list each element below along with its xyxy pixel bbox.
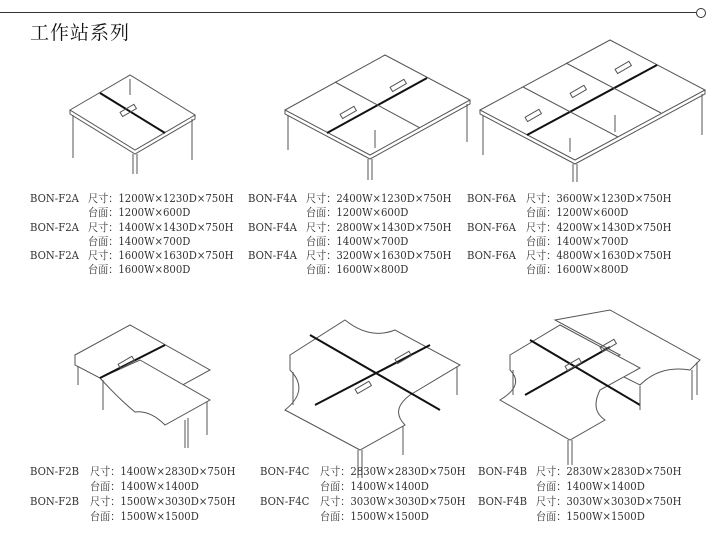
model-label: BON-F4A — [248, 192, 297, 205]
top-spec: 台面：1500W×1500D — [90, 510, 199, 523]
size-spec: 尺寸：1500W×3030D×750H — [90, 495, 236, 508]
top-spec: 台面：1400W×700D — [306, 235, 409, 248]
top-spec: 台面：1400W×700D — [88, 235, 191, 248]
model-label: BON-F4B — [478, 495, 528, 508]
top-spec: 台面：1400W×700D — [526, 235, 629, 248]
model-label: BON-F2A — [30, 192, 79, 205]
model-label: BON-F4A — [248, 221, 297, 234]
size-spec: 尺寸：1400W×2830D×750H — [90, 465, 236, 478]
desk-f6a-illustration — [480, 40, 705, 182]
desk-f4c-illustration — [285, 320, 460, 478]
size-spec: 尺寸：1400W×1430D×750H — [88, 221, 234, 234]
model-label: BON-F6A — [467, 192, 516, 205]
top-spec: 台面：1500W×1500D — [536, 510, 645, 523]
top-spec: 台面：1600W×800D — [306, 263, 409, 276]
size-spec: 尺寸：2800W×1430D×750H — [306, 221, 452, 234]
desk-f4a-illustration — [285, 55, 470, 180]
size-spec: 尺寸：1200W×1230D×750H — [88, 192, 234, 205]
model-label: BON-F6A — [467, 221, 516, 234]
size-spec: 尺寸：3600W×1230D×750H — [526, 192, 672, 205]
size-spec: 尺寸：3200W×1630D×750H — [306, 249, 452, 262]
model-label: BON-F4B — [478, 465, 528, 478]
top-spec: 台面：1600W×800D — [526, 263, 629, 276]
size-spec: 尺寸：2400W×1230D×750H — [306, 192, 452, 205]
top-spec: 台面：1400W×1400D — [90, 480, 199, 493]
model-label: BON-F2B — [30, 495, 80, 508]
model-label: BON-F4C — [260, 495, 310, 508]
size-spec: 尺寸：4200W×1430D×750H — [526, 221, 672, 234]
top-spec: 台面：1400W×1400D — [536, 480, 645, 493]
model-label: BON-F2A — [30, 249, 79, 262]
size-spec: 尺寸：2830W×2830D×750H — [536, 465, 682, 478]
top-spec: 台面：1500W×1500D — [320, 510, 429, 523]
model-label: BON-F2A — [30, 221, 79, 234]
model-label: BON-F4A — [248, 249, 297, 262]
desk-f2b-illustration — [75, 325, 210, 448]
size-spec: 尺寸：2830W×2830D×750H — [320, 465, 466, 478]
size-spec: 尺寸：4800W×1630D×750H — [526, 249, 672, 262]
top-spec: 台面：1200W×600D — [526, 206, 629, 219]
desk-f2a-illustration — [70, 75, 195, 174]
size-spec: 尺寸：3030W×3030D×750H — [320, 495, 466, 508]
model-label: BON-F4C — [260, 465, 310, 478]
model-label: BON-F6A — [467, 249, 516, 262]
top-spec: 台面：1600W×800D — [88, 263, 191, 276]
desk-f4b-illustration — [500, 310, 700, 465]
top-spec: 台面：1200W×600D — [306, 206, 409, 219]
top-spec: 台面：1200W×600D — [88, 206, 191, 219]
page-title: 工作站系列 — [30, 22, 131, 44]
top-spec: 台面：1400W×1400D — [320, 480, 429, 493]
model-label: BON-F2B — [30, 465, 80, 478]
size-spec: 尺寸：1600W×1630D×750H — [88, 249, 234, 262]
size-spec: 尺寸：3030W×3030D×750H — [536, 495, 682, 508]
